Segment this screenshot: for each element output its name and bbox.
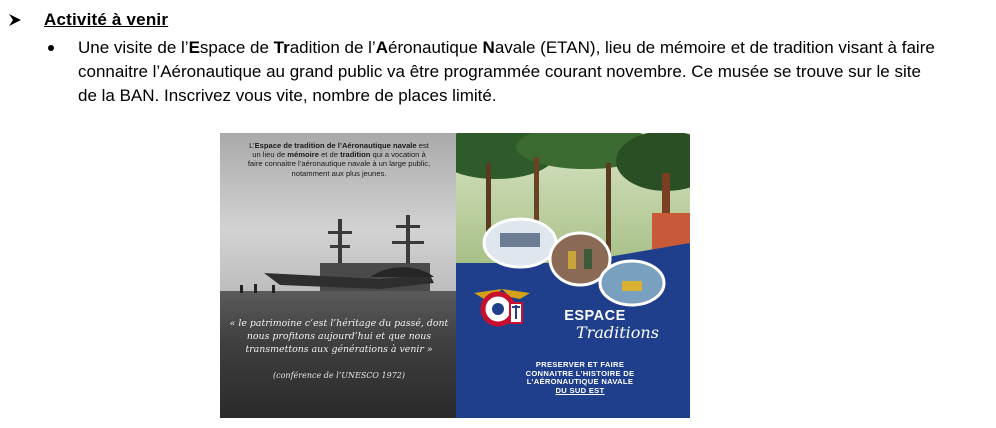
flyer-image [220,133,690,418]
bullet-dot-icon [48,45,54,51]
flyer-tagline: PRESERVER ET FAIRE CONNAITRE L’HISTOIRE DE L’AÉRONAUTIQUE NAVALE DU SUD EST [525,360,635,395]
flyer-left-panel [220,133,456,418]
section-title: Activité à venir [44,10,169,29]
flyer-intro-text: L’Espace de tradition de l’Aéronautique navale est un lieu de mémoire et de tradition qui a vocation à faire connaitre l’aéronautique navale à un large public, notamment aux plus jeunes. [247,141,431,178]
flyer-brand-title: ESPACE [564,308,626,324]
espace-traditions-logo [470,283,534,329]
arrow-bullet-icon [8,13,22,27]
flyer-brand-script: Traditions [576,323,659,342]
flyer-right-panel [456,133,690,418]
flyer-quote: « le patrimoine c’est l’héritage du passé, dont nous profitons aujourd’hui et que nous transmettons aux générations à venir » [229,318,449,355]
bullet-paragraph: Une visite de l’Espace de Tradition de l’Aéronautique Navale (ETAN), lieu de mémoire et de tradition visant à faire connaitre l’Aéronautique au grand public va être programmée courant novembre. Ce musée se trouve sur le site de la BAN. Inscrivez vous vite, nombre de places limité. [78,38,935,105]
flyer-quote-source: (conférence de l’UNESCO 1972) [273,371,405,380]
section-heading [8,8,168,32]
bullet-item [48,36,948,108]
